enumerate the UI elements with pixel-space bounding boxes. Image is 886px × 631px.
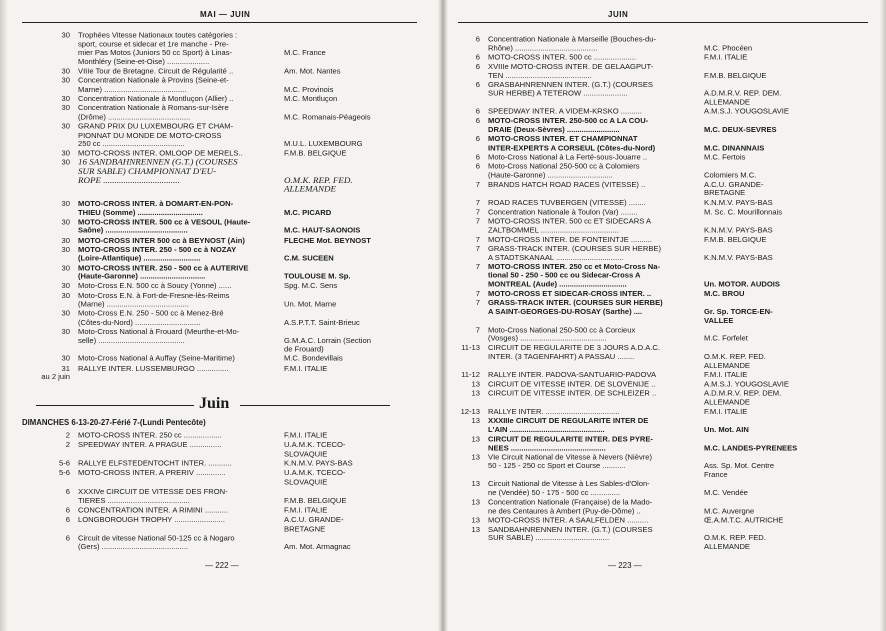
event-row [450, 35, 816, 53]
event-organizer: A.M.S.J. YOUGOSLAVIE [704, 107, 789, 116]
event-name: Circuit National de Vitesse à Les Sables-d'Olon- ne (Vendée) 50 - 175 - 500 cc .............. [488, 479, 650, 497]
event-name: BRANDS HATCH ROAD RACES (VITESSE) .. [488, 180, 646, 189]
event-date: 30 [61, 76, 70, 85]
event-name: Moto-Cross National à Frouard (Meurthe-et-Mo- selle) ......................................... [78, 327, 240, 345]
event-organizer: F.M.I. ITALIE [284, 431, 328, 440]
event-organizer: M.C. Vendée [704, 488, 748, 497]
event-date: 6 [475, 152, 480, 162]
event-organizer: M.C. France [284, 48, 326, 57]
event-row [40, 94, 404, 103]
event-date: 2 [65, 440, 70, 449]
event-row [40, 291, 404, 309]
event-name: SPEEDWAY INTER. A PRAGUE ............... [78, 440, 222, 449]
event-row [450, 263, 816, 289]
event-date: 6 [475, 53, 480, 62]
event-date: 30 [61, 199, 70, 208]
event-row [40, 264, 404, 282]
event-row [40, 104, 404, 122]
event-date: 11-12 [461, 370, 480, 379]
event-date: 13 [471, 497, 480, 507]
event-name: GRASS-TRACK INTER. (COURSES SUR HERBE) A STADTSKANAAL ................................ [488, 244, 661, 262]
center-gutter [438, 0, 448, 631]
event-row [40, 355, 404, 364]
event-name: Moto-Cross E.N. 500 cc à Soucy (Yonne) ...... [78, 281, 232, 291]
event-date: 6 [65, 505, 70, 515]
event-row [40, 364, 404, 382]
event-date: 30 [61, 103, 70, 113]
event-row [40, 309, 404, 327]
header-rule [458, 22, 868, 23]
event-organizer: M.C. DEUX-SEVRES [704, 125, 777, 134]
event-date: 13 [471, 379, 480, 389]
event-name: Moto-Cross National à Auffay (Seine-Maritime) [78, 354, 235, 363]
event-row [40, 506, 404, 515]
event-row [40, 67, 404, 76]
event-name: XVIIIe MOTO-CROSS INTER. DE GELAAGPUT- TEN ......................................... [488, 62, 654, 80]
event-date: 30 [61, 263, 70, 272]
event-row [450, 417, 816, 435]
event-name: GRASBAHNRENNEN INTER. (G.T.) (COURSES SUR HERBE) A TETEROW ..................... [488, 80, 653, 98]
event-date: 7 [475, 207, 480, 216]
event-name: 16 SANDBAHNRENNEN (G.T.) (COURSES SUR SABLE) CHAMPIONNAT D'EU- ROPE .................................. [78, 157, 238, 185]
event-row [450, 389, 816, 407]
event-date: 13 [471, 479, 480, 489]
event-name: MOTO-CROSS INTER. à DOMART-EN-PON- THIEU (Somme) ............................... [78, 199, 234, 217]
event-row [450, 380, 816, 389]
event-date: 30 [61, 245, 70, 254]
event-row [450, 217, 816, 235]
event-row [40, 282, 404, 291]
event-date: 30 [61, 31, 70, 40]
event-organizer: Am. Mot. Armagnac [284, 542, 351, 552]
event-row [450, 326, 816, 344]
event-organizer: M.C. PICARD [284, 208, 332, 217]
event-name: LONGBOROUGH TROPHY ........................ [78, 515, 225, 524]
event-row [40, 122, 404, 149]
event-organizer: O.M.K. REP. FED. ALLEMANDE [284, 175, 353, 194]
event-date: 13 [471, 452, 480, 462]
event-organizer: Spg. M.C. Sens [284, 281, 338, 291]
event-date: 6 [475, 62, 480, 71]
event-date: 7 [475, 198, 480, 207]
event-name: SANDBAHNRENNEN INTER. (G.T.) (COURSES SUR SABLE) ................................... [488, 525, 653, 543]
event-row [40, 31, 404, 66]
event-organizer: C.M. SUCEEN [284, 254, 334, 263]
event-organizer: M.C. Bondevillais [284, 354, 343, 363]
event-name: Moto-Cross National 250-500 cc à Colomiers (Haute-Garonne) ............................... [488, 162, 640, 180]
event-row [450, 62, 816, 80]
event-row [40, 328, 404, 355]
event-list-juin [40, 431, 404, 552]
event-organizer: Gr. Sp. TORCE-EN- VALLEE [704, 307, 773, 325]
event-organizer: F.M.B. BELGIQUE [284, 496, 347, 505]
event-date: 30 [61, 149, 70, 158]
event-organizer: F.M.I. ITALIE [704, 53, 748, 62]
event-organizer: F.M.I. ITALIE [284, 505, 328, 515]
event-date: 30 [61, 94, 70, 103]
event-date: 6 [475, 107, 480, 116]
event-name: Circuit de vitesse National 50-125 cc à Nogaro (Gers) ......................................... [78, 533, 235, 552]
event-row [450, 153, 816, 162]
event-row [450, 498, 816, 516]
event-organizer: O.M.K. REP. FED. ALLEMANDE [704, 534, 766, 552]
left-page [0, 0, 438, 631]
event-name: MOTO-CROSS INTER. 250 - 500 cc à NOZAY (Loire-Atlantique) ........................... [78, 245, 237, 263]
event-organizer: M.C. DINANNAIS [704, 143, 765, 152]
event-name: Concentration Nationale à Romans-sur-Isère (Drôme) ....................................... [78, 103, 229, 121]
event-row [40, 159, 404, 194]
event-date: 7 [475, 180, 480, 189]
event-date: 6 [475, 35, 480, 44]
event-date: 7 [475, 298, 480, 308]
section-heading: DIMANCHES 6-13-20-27-Férié 7-(Lundi Pentecôte) [22, 418, 206, 427]
event-organizer: K.N.M.V. PAYS-BAS [704, 225, 773, 235]
event-name: VIe Circuit National de Vitesse à Nevers (Nièvre) 50 - 125 - 250 cc Sport et Course ........... [488, 452, 653, 470]
event-organizer: A.D.M.R.V. REP. DEM. ALLEMANDE [704, 389, 782, 407]
event-list [450, 35, 816, 552]
event-date: 30 [61, 236, 70, 245]
event-organizer: F.M.I. ITALIE [284, 364, 328, 373]
event-organizer: A.D.M.R.V. REP. DEM. ALLEMANDE [704, 89, 782, 107]
event-name: SPEEDWAY INTER. A VIDEM-KRSKO .......... [488, 107, 642, 116]
event-row [450, 198, 816, 207]
event-date: 6 [475, 134, 480, 144]
event-date: 30 [61, 122, 70, 131]
running-head: JUIN [608, 10, 629, 19]
event-row [450, 117, 816, 135]
event-organizer: Un. MOTOR. AUDOIS [704, 280, 780, 289]
event-row [450, 180, 816, 198]
event-row [450, 299, 816, 325]
event-date: 7 [475, 217, 480, 226]
event-name: MOTO-CROSS INTER. A SAALFELDEN .......... [488, 516, 649, 525]
event-row [40, 469, 404, 487]
event-organizer: G.M.A.C. Lorrain (Section de Frouard) [284, 336, 371, 354]
event-date: 30 [61, 217, 70, 227]
event-name: MOTO-CROSS INTER. 250 cc .................. [78, 431, 222, 440]
event-organizer: TOULOUSE M. Sp. [284, 272, 351, 281]
event-name: CIRCUIT DE REGULARITE INTER. DES PYRE- NEES ............................................. [488, 434, 653, 452]
event-organizer: Œ.A.M.T.C. AUTRICHE [704, 516, 784, 525]
right-page [448, 0, 886, 631]
event-organizer: A.M.S.J. YOUGOSLAVIE [704, 379, 789, 389]
event-name: MOTO-CROSS INTER. DE FONTEINTJE .......... [488, 235, 652, 244]
event-date: 5-6 [59, 459, 70, 468]
event-organizer: U.A.M.K. TCECO- SLOVAQUIE [284, 440, 346, 458]
event-organizer: O.M.K. REP. FED. ALLEMANDE [704, 352, 766, 370]
event-organizer: F.M.I. ITALIE [704, 370, 748, 379]
event-date: 2 [65, 431, 70, 440]
month-rule-left [36, 405, 194, 406]
event-organizer: FLECHE Mot. BEYNOST [284, 236, 371, 245]
event-date: 31 au 2 juin [41, 364, 70, 382]
event-row [40, 194, 404, 199]
event-date: 12-13 [460, 407, 480, 416]
event-date: 30 [61, 291, 70, 300]
event-organizer: Ass. Sp. Mot. Centre France [704, 461, 775, 479]
event-date: 30 [61, 354, 70, 363]
event-date: 7 [475, 235, 480, 244]
event-name: Moto-Cross E.N. à Fort-de-Fresne-lès-Reims (Marne) ....................................... [78, 291, 230, 309]
event-organizer: M.C. Romanais-Péageois [284, 112, 371, 121]
event-organizer: M.C. Phocéen [704, 43, 753, 53]
event-name: CIRCUIT DE REGULARITE DE 3 JOURS A.D.A.C. INTER. (3 TAGENFAHRT) A PASSAU ........ [488, 343, 661, 361]
event-name: MOTO-CROSS INTER. ET CHAMPIONNAT INTER-EXPERTS A CORSEUL (Côtes-du-Nord) [488, 134, 656, 152]
event-name: MOTO-CROSS INTER. OMLOOP DE MERELS.. [78, 149, 243, 158]
event-date: 30 [61, 309, 70, 318]
event-organizer: Un. Mot. AIN [704, 425, 749, 434]
month-title: Juin [199, 395, 230, 412]
event-date: 7 [475, 262, 480, 271]
event-date: 13 [471, 525, 480, 534]
event-name: VIIIe Tour de Bretagne. Circuit de Régularité .. [78, 66, 234, 76]
event-organizer: F.M.B. BELGIQUE [704, 71, 767, 80]
event-organizer: A.S.P.T.T. Saint-Brieuc [284, 318, 360, 327]
event-date: 13 [471, 516, 480, 525]
page-number: — 222 — [205, 561, 239, 570]
event-organizer: M.C. Forfelet [704, 334, 748, 343]
running-head: MAI — JUIN [200, 10, 251, 19]
event-name: Concentration Nationale à Marseille (Bouches-du- Rhône) ....................................... [488, 35, 656, 53]
event-organizer: A.C.U. GRANDE- BRETAGNE [704, 180, 764, 198]
event-name: Moto-Cross National à La Ferté-sous-Jouarre .. [488, 152, 648, 162]
event-date: 6 [475, 80, 480, 89]
event-organizer: K.N.M.V. PAYS-BAS [704, 198, 773, 207]
event-organizer: M.C. Provinois [284, 85, 334, 94]
event-organizer: Un. Mot. Marne [284, 300, 337, 309]
event-row [40, 534, 404, 552]
event-row [450, 453, 816, 479]
event-row [450, 525, 816, 551]
event-name: Trophées Vitesse Nationaux toutes catégories : sport, course et sidecar et 1re manche - Pre- mier Pas Motos (Juniors 50 cc Sport) à Linas- Monthléry (Seine-et-Oise) .................... [78, 31, 238, 66]
event-name: Concentration Nationale à Montluçon (Allier) .. [78, 94, 234, 103]
event-row [450, 371, 816, 380]
event-row [40, 487, 404, 505]
event-name: MOTO-CROSS INTER. 500 cc à VESOUL (Haute- Saône) ....................................... [78, 217, 251, 235]
event-name: Moto-Cross E.N. 250 - 500 cc à Menez-Bré (Côtes-du-Nord) ............................... [78, 309, 224, 327]
event-row [450, 162, 816, 180]
event-row [450, 344, 816, 370]
event-organizer: M.C. HAUT-SAONOIS [284, 226, 361, 235]
event-row [40, 515, 404, 533]
event-date: 5-6 [59, 468, 70, 478]
page-number: — 223 — [608, 561, 642, 570]
event-date: 13 [471, 389, 480, 398]
event-name: Moto-Cross National 250-500 cc à Corcieux (Vosges) ......................................... [488, 325, 636, 343]
event-organizer: M.C. LANDES-PYRENEES [704, 443, 798, 452]
event-date: 13 [471, 434, 480, 444]
event-date: 6 [65, 487, 70, 496]
event-row [450, 107, 816, 116]
event-date: 7 [475, 289, 480, 298]
event-date: 13 [471, 416, 480, 425]
event-date: 6 [475, 116, 480, 125]
event-date: 6 [475, 162, 480, 171]
event-row [40, 236, 404, 245]
event-date: 30 [61, 66, 70, 76]
event-row [40, 76, 404, 94]
event-date: 7 [475, 325, 480, 334]
event-organizer: F.M.B. BELGIQUE [284, 149, 347, 158]
event-organizer: F.M.B. BELGIQUE [704, 235, 767, 244]
event-organizer: M.U.L. LUXEMBOURG [284, 139, 363, 149]
event-organizer: M.C. Montluçon [284, 94, 338, 103]
event-organizer: U.A.M.K. TCECO- SLOVAQUIE [284, 468, 346, 487]
event-row [450, 208, 816, 217]
event-organizer: Colomiers M.C. [704, 171, 757, 180]
event-name: GRASS-TRACK INTER. (COURSES SUR HERBE) A SAINT-GEORGES-DU-ROSAY (Sarthe) .... [488, 298, 663, 316]
event-row [450, 53, 816, 62]
event-date: 30 [61, 158, 70, 167]
event-name: RALLYE INTER. LUSSEMBURGO ............... [78, 364, 229, 373]
event-row [450, 289, 816, 298]
event-row [450, 245, 816, 263]
event-row [40, 218, 404, 236]
month-rule-right [240, 405, 390, 406]
event-name: RALLYE ELFSTEDENTOCHT INTER. ........... [78, 459, 232, 468]
event-row [450, 480, 816, 498]
event-list [40, 31, 404, 382]
event-name: RALLYE INTER. ................................... [488, 407, 620, 416]
event-name: CIRCUIT DE VITESSE INTER. DE SLOVENIJE .. [488, 379, 656, 389]
event-organizer: K.N.M.V. PAYS-BAS [704, 253, 773, 262]
event-organizer: F.M.I. ITALIE [704, 407, 748, 416]
event-organizer: M.C. BROU [704, 289, 745, 298]
event-name: Concentration Nationale à Provins (Seine-et- Marne) ....................................... [78, 76, 229, 94]
event-name: CONCENTRATION INTER. A RIMINI ........... [78, 505, 229, 515]
event-row [40, 200, 404, 218]
event-name: MOTO-CROSS INTER. 250-500 cc A LA COU- DRAIE (Deux-Sèvres) ......................... [488, 116, 649, 134]
event-row [450, 516, 816, 525]
event-row [450, 81, 816, 107]
event-row [40, 245, 404, 263]
event-row [40, 431, 404, 440]
event-name: XXXIVe CIRCUIT DE VITESSE DES FRON- TIERES ....................................... [78, 487, 228, 505]
event-name: RALLYE INTER. PADOVA-SANTUARIO-PADOVA [488, 370, 657, 379]
event-date: 30 [61, 281, 70, 291]
event-organizer: M.C. Auvergne [704, 506, 755, 515]
event-organizer: K.N.M.V. PAYS-BAS [284, 459, 353, 468]
event-name: MOTO-CROSS INTER. A PRERIV .............. [78, 468, 226, 478]
event-row [40, 459, 404, 468]
header-rule [22, 22, 417, 23]
event-row [450, 235, 816, 244]
event-date: 6 [65, 533, 70, 543]
event-organizer: A.C.U. GRANDE- BRETAGNE [284, 515, 344, 533]
event-row [450, 407, 816, 416]
event-row [450, 135, 816, 153]
event-name: Concentration Nationale (Française) de la Mado- ne des Centaures à Ambert (Puy-de-Dôme) .. [488, 497, 653, 515]
event-name: MOTO-CROSS INTER. 250 cc et Moto-Cross Na- tional 50 - 250 - 500 cc ou Sidecar-Cross A MONTREAL (Aude) ................................ [488, 262, 661, 289]
event-organizer: M. Sc. C. Mourillonnais [704, 207, 783, 216]
event-name: MOTO-CROSS INTER. 250 - 500 cc à AUTERIVE (Haute-Garonne) ............................... [78, 263, 249, 281]
event-name: XXXIIIe CIRCUIT DE REGULARITE INTER DE L'AIN ............................................. [488, 416, 649, 434]
event-date: 30 [61, 327, 70, 336]
event-row [40, 441, 404, 459]
event-name: MOTO-CROSS INTER 500 cc à BEYNOST (Ain) [78, 236, 245, 245]
event-name: MOTO-CROSS INTER. 500 cc ET SIDECARS A ZALTBOMMEL ..................................... [488, 217, 652, 235]
event-organizer: Am. Mot. Nantes [284, 66, 341, 76]
event-date: 11-13 [461, 343, 480, 353]
event-name: Concentration Nationale à Toulon (Var) ........ [488, 207, 638, 216]
event-organizer: M.C. Fertois [704, 152, 746, 162]
event-name: MOTO-CROSS INTER. 500 cc .................... [488, 53, 636, 62]
event-name: GRAND PRIX DU LUXEMBOURG ET CHAM- PIONNAT DU MONDE DE MOTO-CROSS 250 cc ....................................... [78, 122, 234, 149]
event-name: MOTO-CROSS ET SIDECAR-CROSS INTER. .. [488, 289, 652, 298]
event-name: ROAD RACES TUVBERGEN (VITESSE) ........ [488, 198, 646, 207]
event-date: 7 [475, 244, 480, 253]
event-row [450, 435, 816, 453]
event-date: 6 [65, 515, 70, 524]
event-name: CIRCUIT DE VITESSE INTER. DE SCHLEIZER .. [488, 389, 657, 398]
